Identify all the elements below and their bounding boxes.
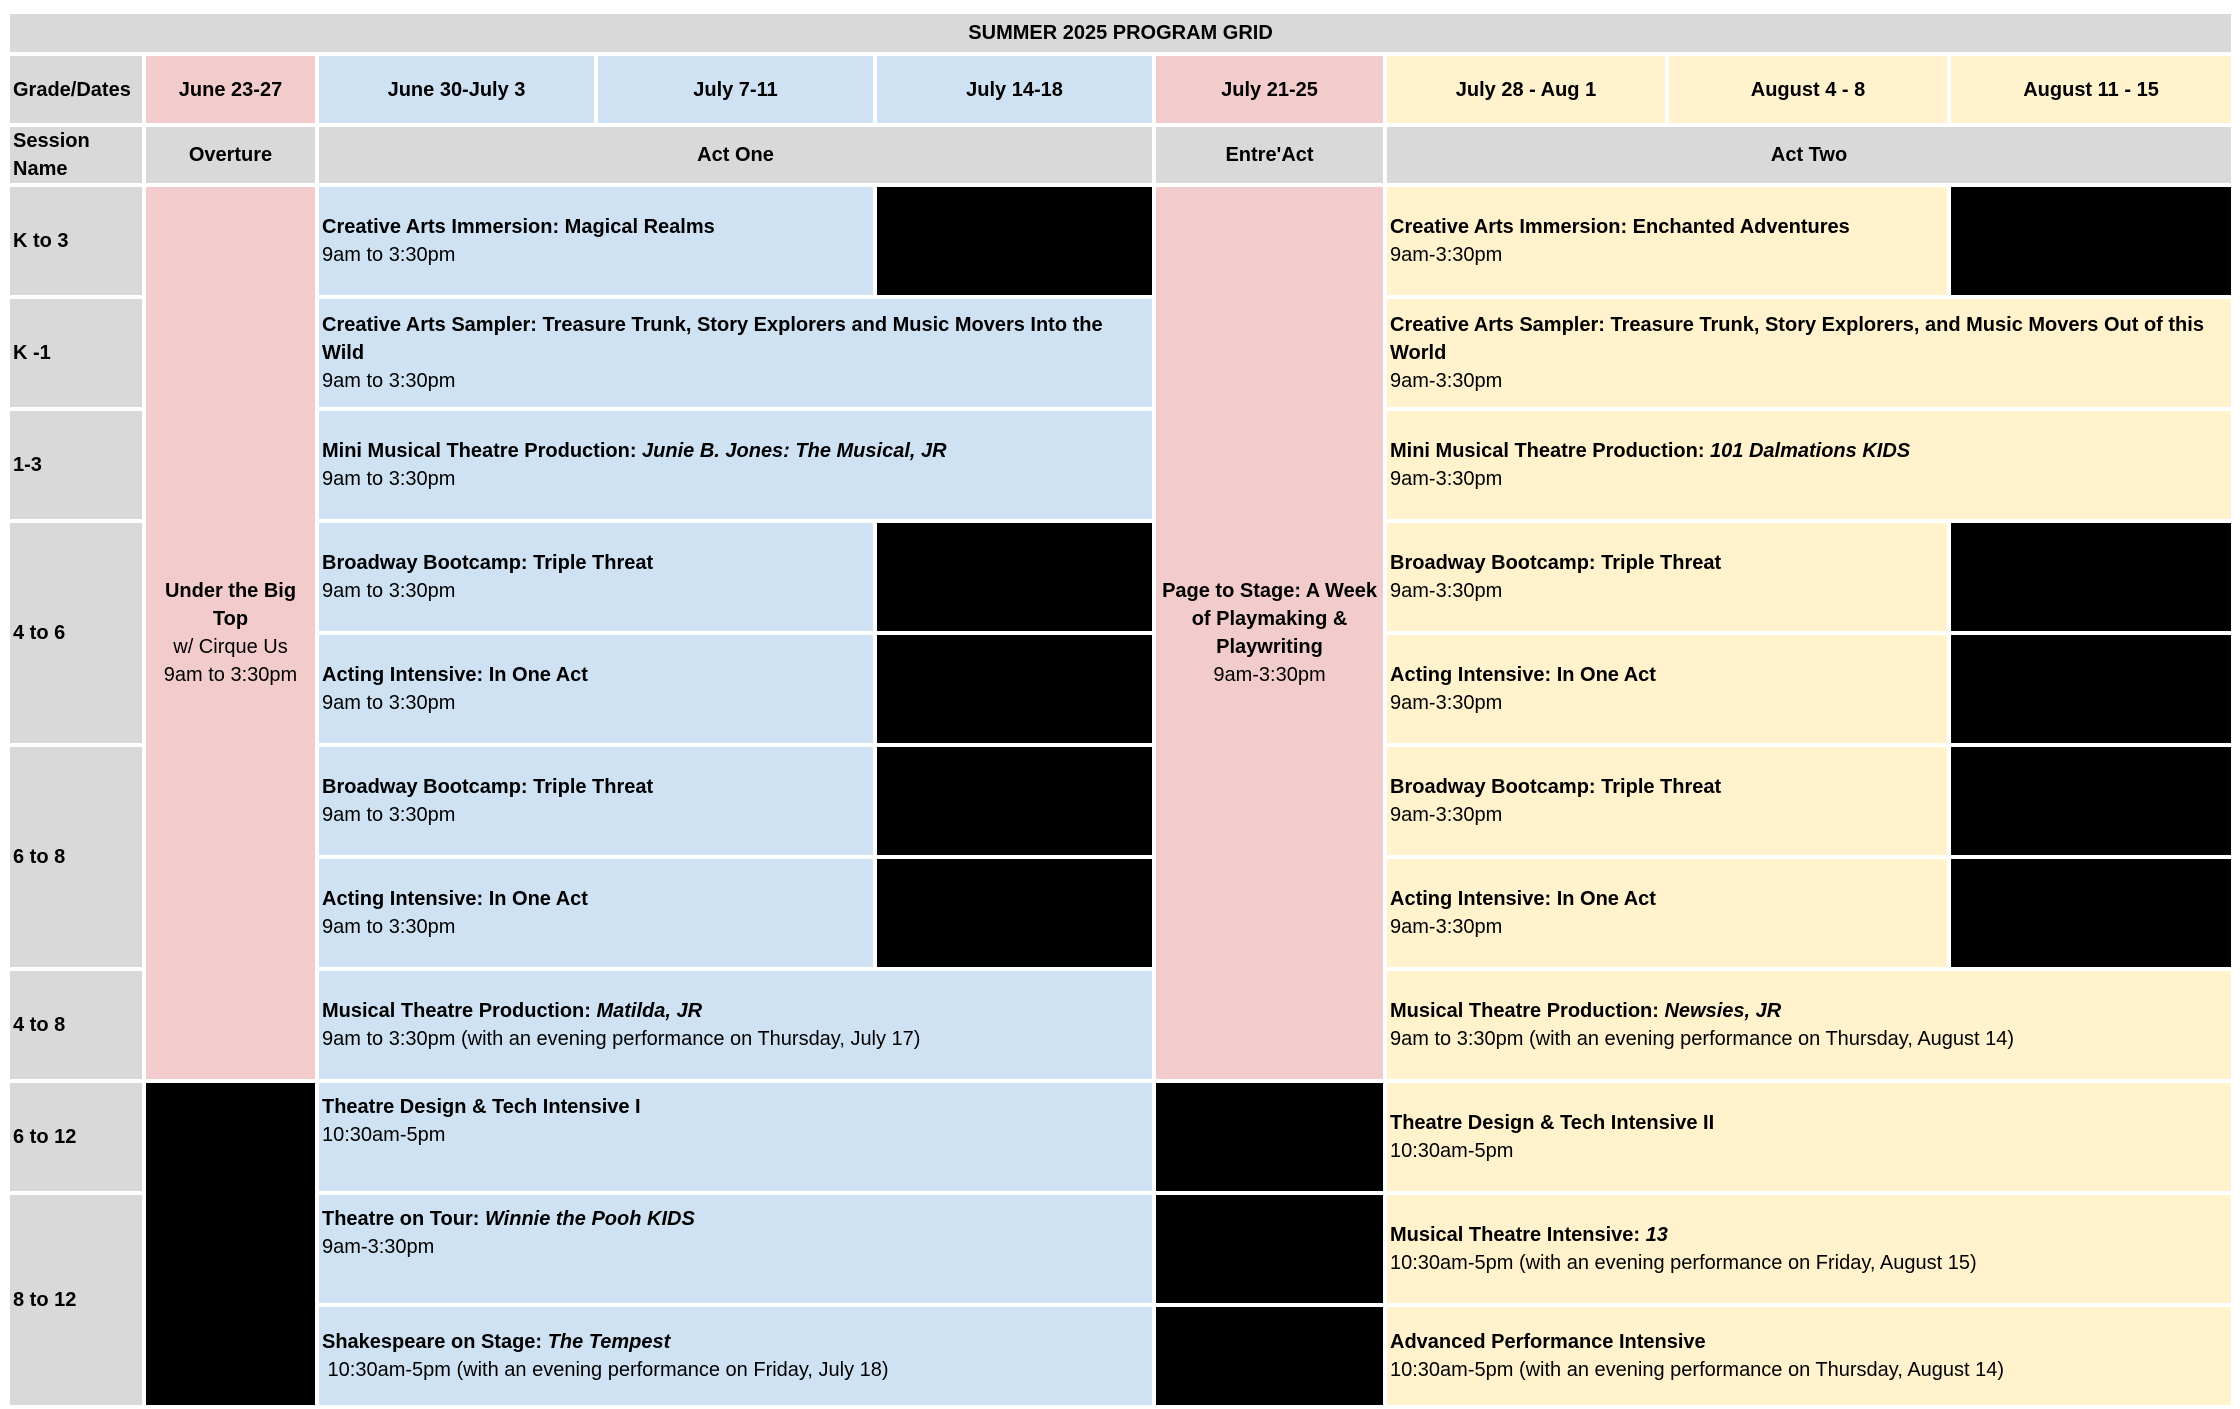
unavailable-block xyxy=(1949,633,2233,745)
unavailable-block xyxy=(1949,857,2233,969)
program-time: 10:30am-5pm xyxy=(322,1124,446,1146)
program-title: Acting Intensive: In One Act xyxy=(322,664,588,686)
session-entreact: Entre'Act xyxy=(1154,125,1385,185)
act-one-tour-program xyxy=(317,1193,1154,1305)
program-time: 10:30am-5pm xyxy=(1390,1140,1514,1162)
program-title: Acting Intensive: In One Act xyxy=(322,888,588,910)
show-title: 101 Dalmations KIDS xyxy=(1710,440,1911,462)
grade-6-to-8: 6 to 8 xyxy=(8,745,144,969)
program-title xyxy=(322,437,1149,465)
program-time: 10:30am-5pm (with an evening performance on Friday, July 18) xyxy=(322,1359,889,1381)
show-title: Winnie the Pooh KIDS xyxy=(484,1208,695,1230)
unavailable-block xyxy=(875,745,1154,857)
program-title: Broadway Bootcamp: Triple Threat xyxy=(322,776,654,798)
program-title xyxy=(1390,437,2228,465)
session-act-two: Act Two xyxy=(1385,125,2233,185)
date-header-august-4-8: August 4 - 8 xyxy=(1667,54,1949,125)
grade-8-to-12: 8 to 12 xyxy=(8,1193,144,1407)
overture-program-cell xyxy=(144,185,317,1081)
act-two-g68-bootcamp xyxy=(1385,745,1949,857)
overture-program-sub: w/ Cirque Us xyxy=(173,636,288,658)
program-prefix: Theatre on Tour: xyxy=(322,1208,485,1230)
act-two-g68-acting xyxy=(1385,857,1949,969)
program-time: 9am-3:30pm xyxy=(1390,244,1503,266)
unavailable-block xyxy=(1154,1081,1385,1193)
program-title: Acting Intensive: In One Act xyxy=(1390,664,1656,686)
program-time: 9am to 3:30pm xyxy=(322,916,456,938)
program-table xyxy=(6,10,2235,1409)
unavailable-block xyxy=(1154,1305,1385,1407)
grade-k-1: K -1 xyxy=(8,297,144,409)
act-two-g612-program xyxy=(1385,1081,2233,1193)
program-prefix: Mini Musical Theatre Production: xyxy=(322,440,643,462)
session-overture: Overture xyxy=(144,125,317,185)
program-title xyxy=(322,1205,1149,1233)
program-time: 9am to 3:30pm xyxy=(322,692,456,714)
entreact-program-cell xyxy=(1154,185,1385,1081)
program-time: 9am to 3:30pm xyxy=(322,370,456,392)
date-header-july-7-11: July 7-11 xyxy=(596,54,875,125)
unavailable-block xyxy=(1949,521,2233,633)
act-one-g46-acting xyxy=(317,633,875,745)
program-title: Broadway Bootcamp: Triple Threat xyxy=(1390,552,1722,574)
unavailable-block xyxy=(875,633,1154,745)
program-time: 9am-3:30pm xyxy=(1390,916,1503,938)
program-time: 9am-3:30pm xyxy=(1390,370,1503,392)
program-title xyxy=(322,997,1149,1025)
act-one-shakespeare-program xyxy=(317,1305,1154,1407)
program-title: Creative Arts Sampler: Treasure Trunk, Story Explorers and Music Movers Into the Wild xyxy=(322,314,1103,364)
program-title: Advanced Performance Intensive xyxy=(1390,1331,1706,1353)
date-header-july-21-25: July 21-25 xyxy=(1154,54,1385,125)
act-one-g612-program xyxy=(317,1081,1154,1193)
unavailable-block xyxy=(1949,185,2233,297)
date-header-august-11-15: August 11 - 15 xyxy=(1949,54,2233,125)
unavailable-block xyxy=(875,521,1154,633)
entreact-program-title: Page to Stage: A Week of Playmaking & Playwriting xyxy=(1162,580,1377,658)
program-time: 9am-3:30pm xyxy=(1390,468,1503,490)
program-time: 9am to 3:30pm xyxy=(322,580,456,602)
act-two-advanced-program xyxy=(1385,1305,2233,1407)
show-title: Matilda, JR xyxy=(596,1000,703,1022)
program-time: 9am to 3:30pm xyxy=(322,468,456,490)
act-one-k1-program xyxy=(317,297,1154,409)
grade-k-to-3: K to 3 xyxy=(8,185,144,297)
act-two-g13-program xyxy=(1385,409,2233,521)
act-two-g46-acting xyxy=(1385,633,1949,745)
act-one-g46-bootcamp xyxy=(317,521,875,633)
date-header-june-23-27: June 23-27 xyxy=(144,54,317,125)
show-title: Junie B. Jones: The Musical, JR xyxy=(642,440,947,462)
unavailable-block xyxy=(875,857,1154,969)
overture-program-time: 9am to 3:30pm xyxy=(163,664,298,686)
program-time: 9am to 3:30pm (with an evening performance on Thursday, July 17) xyxy=(322,1028,921,1050)
show-title: The Tempest xyxy=(547,1331,671,1353)
date-header-july-14-18: July 14-18 xyxy=(875,54,1154,125)
program-time: 9am-3:30pm xyxy=(1390,692,1503,714)
grade-4-to-6: 4 to 6 xyxy=(8,521,144,745)
unavailable-block xyxy=(875,185,1154,297)
program-prefix: Musical Theatre Production: xyxy=(1390,1000,1665,1022)
program-prefix: Musical Theatre Intensive: xyxy=(1390,1224,1646,1246)
entreact-program-time: 9am-3:30pm xyxy=(1213,664,1326,686)
program-prefix: Shakespeare on Stage: xyxy=(322,1331,548,1353)
program-time: 9am-3:30pm xyxy=(1390,804,1503,826)
grade-4-to-8: 4 to 8 xyxy=(8,969,144,1081)
program-title xyxy=(322,1328,1149,1356)
program-title: Broadway Bootcamp: Triple Threat xyxy=(322,552,654,574)
act-two-k3-program xyxy=(1385,185,1949,297)
program-time: 10:30am-5pm (with an evening performance on Friday, August 15) xyxy=(1390,1252,1977,1274)
act-two-k1-program xyxy=(1385,297,2233,409)
session-name-label: Session Name xyxy=(8,125,144,185)
program-title: Creative Arts Immersion: Enchanted Adventures xyxy=(1390,216,1850,238)
act-two-g46-bootcamp xyxy=(1385,521,1949,633)
act-two-mti-program xyxy=(1385,1193,2233,1305)
program-time: 9am-3:30pm xyxy=(322,1236,435,1258)
date-header-june-30-july-3: June 30-July 3 xyxy=(317,54,596,125)
act-one-g68-bootcamp xyxy=(317,745,875,857)
grid-title: SUMMER 2025 PROGRAM GRID xyxy=(8,12,2233,54)
overture-program-title: Under the Big Top xyxy=(164,580,297,630)
program-grid xyxy=(6,10,2235,1409)
program-title: Theatre Design & Tech Intensive II xyxy=(1390,1112,1715,1134)
program-time: 10:30am-5pm (with an evening performance on Thursday, August 14) xyxy=(1390,1359,2005,1381)
act-one-g68-acting xyxy=(317,857,875,969)
grade-6-to-12: 6 to 12 xyxy=(8,1081,144,1193)
show-title: Newsies, JR xyxy=(1664,1000,1782,1022)
program-time: 9am to 3:30pm xyxy=(322,804,456,826)
act-one-g13-program xyxy=(317,409,1154,521)
unavailable-block xyxy=(1154,1193,1385,1305)
act-one-g48-program xyxy=(317,969,1154,1081)
program-title: Acting Intensive: In One Act xyxy=(1390,888,1656,910)
program-time: 9am-3:30pm xyxy=(1390,580,1503,602)
program-prefix: Musical Theatre Production: xyxy=(322,1000,597,1022)
grade-dates-label: Grade/Dates xyxy=(8,54,144,125)
program-title: Broadway Bootcamp: Triple Threat xyxy=(1390,776,1722,798)
session-act-one: Act One xyxy=(317,125,1154,185)
unavailable-block xyxy=(144,1081,317,1407)
program-prefix: Mini Musical Theatre Production: xyxy=(1390,440,1711,462)
program-title: Creative Arts Sampler: Treasure Trunk, Story Explorers, and Music Movers Out of this World xyxy=(1390,314,2204,364)
act-two-g48-program xyxy=(1385,969,2233,1081)
show-title: 13 xyxy=(1645,1224,1668,1246)
unavailable-block xyxy=(1949,745,2233,857)
date-header-july-28-aug-1: July 28 - Aug 1 xyxy=(1385,54,1667,125)
program-title xyxy=(1390,997,2228,1025)
act-one-k3-program xyxy=(317,185,875,297)
program-title: Creative Arts Immersion: Magical Realms xyxy=(322,216,715,238)
program-title xyxy=(1390,1221,2228,1249)
program-title: Theatre Design & Tech Intensive I xyxy=(322,1096,641,1118)
program-time: 9am to 3:30pm xyxy=(322,244,456,266)
program-time: 9am to 3:30pm (with an evening performance on Thursday, August 14) xyxy=(1390,1028,2015,1050)
grade-1-3: 1-3 xyxy=(8,409,144,521)
